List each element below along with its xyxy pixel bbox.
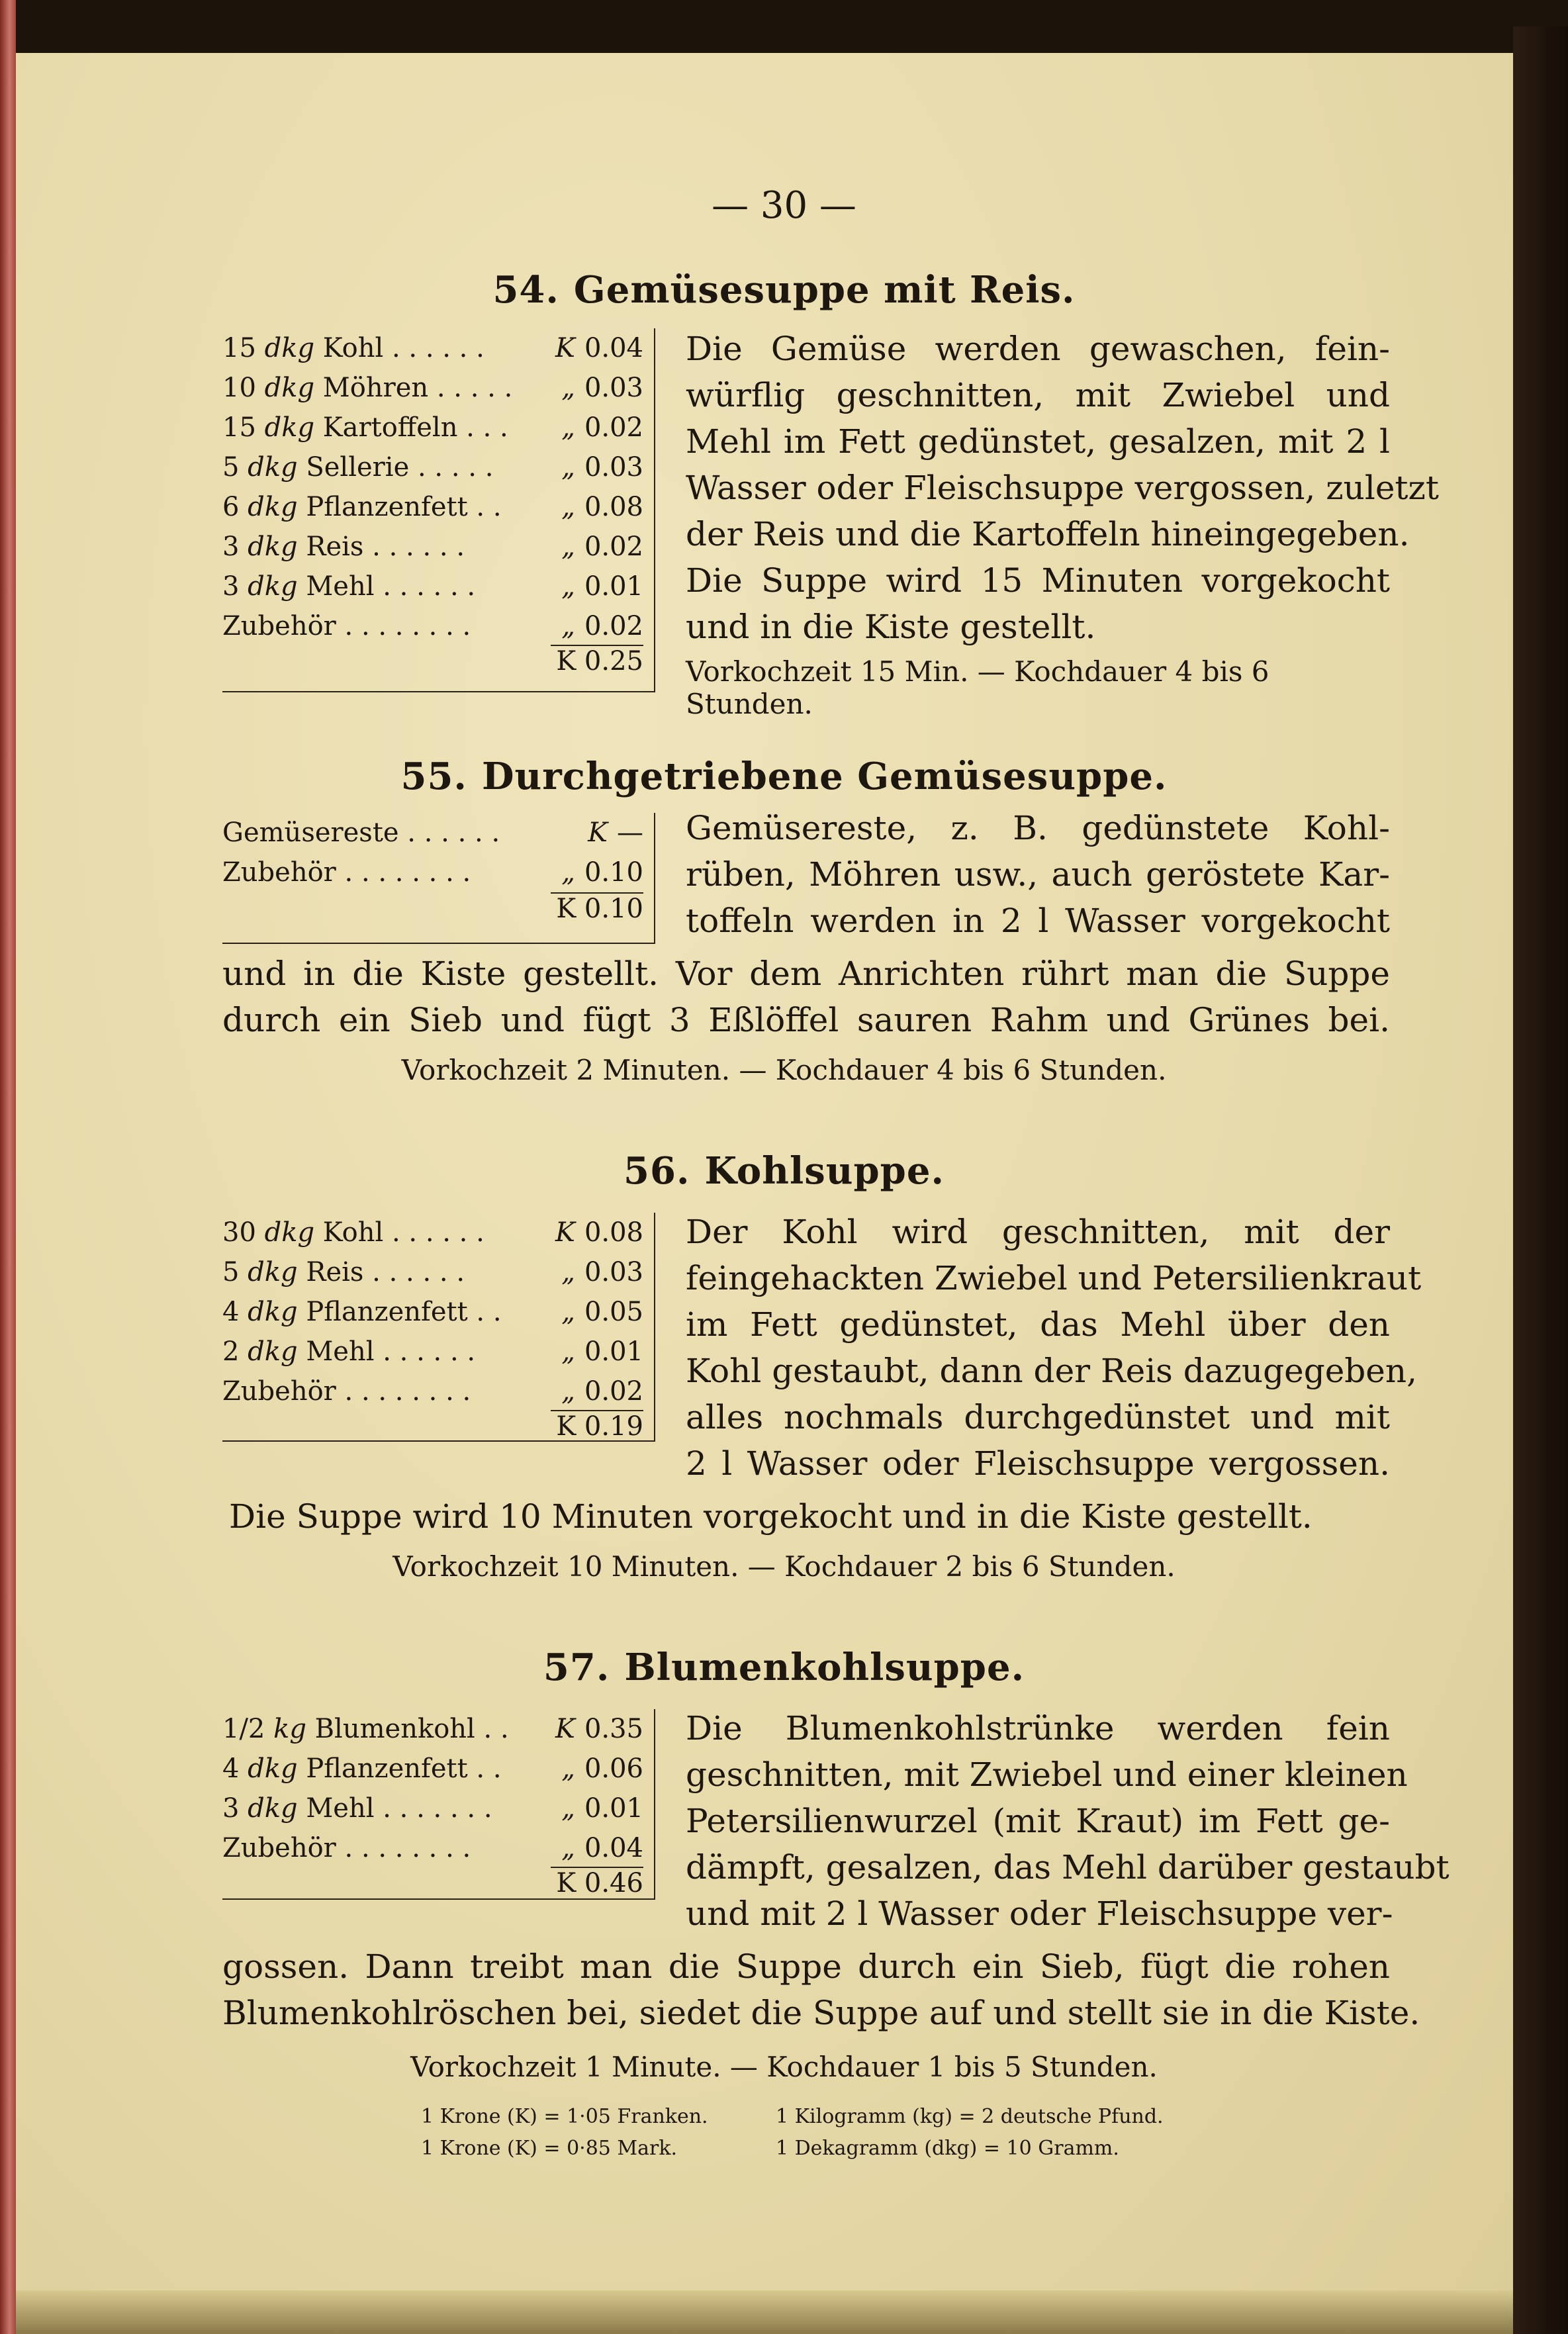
recipe-57-text-full: gossen. Dann treibt man die Suppe durch ein Sieb, fügt die rohen Blumenkohlröschen bei, siedet die Suppe auf und stellt sie in die Kiste. — [222, 1947, 1420, 2032]
ingredient-row: Zubehör . . . . . . . . „ 0.10 — [222, 857, 643, 888]
ingredient-row: 3 dkg Mehl . . . . . . „ 0.01 — [222, 571, 643, 602]
ingredient-row: 2 dkg Mehl . . . . . . „ 0.01 — [222, 1336, 643, 1367]
ingredient-table-57 — [222, 1709, 655, 1900]
recipe-54-times: Vorkochzeit 15 Min. — Kochdauer 4 bis 6 Stunden. — [686, 655, 1269, 720]
ingredient-table-54 — [222, 328, 655, 692]
recipe-55-text-full: und in die Kiste gestellt. Vor dem Anrichten rührt man die Suppe durch ein Sieb und fügt 3 Eßlöffel sauren Rahm und Grünes bei. — [222, 955, 1390, 1039]
recipe-54-title — [0, 268, 1568, 312]
ingredient-row: 5 dkg Sellerie . . . . . „ 0.03 — [222, 452, 643, 483]
recipe-57-text: Die Blumenkohlstrünke werden fein geschnitten, mit Zwiebel und einer kleinen Petersilienwurzel (mit Kraut) im Fett ge- dämpft, gesalzen, das Mehl darüber gestaubt und mit 2 l Wasser oder Fleischsuppe ver- — [686, 1709, 1450, 1933]
recipe-55-times: Vorkochzeit 2 Minuten. — Kochdauer 4 bis 6 Stunden. — [401, 1054, 1167, 1086]
page-number: — 30 — — [712, 184, 856, 227]
ingredient-row: 4 dkg Pflanzenfett . . „ 0.06 — [222, 1753, 643, 1784]
ingredient-row: 1/2 kg Blumenkohl . . K 0.35 — [222, 1714, 643, 1744]
recipe-57-title: 57. Blumenkohlsuppe. — [543, 1646, 1025, 1689]
recipe-56-text-full: Die Suppe wird 10 Minuten vorgekocht und in die Kiste gestellt. — [229, 1497, 1313, 1536]
footnote-krone-mark: 1 Krone (K) = 0·85 Mark. — [421, 2137, 678, 2160]
recipe-55-text: Gemüsereste, z. B. gedünstete Kohl- rüben, Möhren usw., auch geröstete Kar- toffeln werden in 2 l Wasser vorgekocht — [686, 809, 1390, 940]
ingredient-row: 6 dkg Pflanzenfett . . „ 0.08 — [222, 492, 643, 522]
recipe-55-title: 55. Durchgetriebene Gemüsesuppe. — [400, 755, 1168, 798]
recipe-56-times: Vorkochzeit 10 Minuten. — Kochdauer 2 bis 6 Stunden. — [392, 1550, 1176, 1583]
ingredient-row: Gemüsereste . . . . . . K — — [222, 817, 643, 848]
ingredient-row: 30 dkg Kohl . . . . . . K 0.08 — [222, 1217, 643, 1248]
ingredient-total: K 0.19 — [551, 1410, 643, 1442]
ingredient-row: 4 dkg Pflanzenfett . . „ 0.05 — [222, 1297, 643, 1327]
recipe-56-title: 56. Kohlsuppe. — [623, 1149, 945, 1193]
footnote-krone-franken: 1 Krone (K) = 1·05 Franken. — [421, 2105, 708, 2128]
recipe-54-text: Die Gemüse werden gewaschen, fein- würflig geschnitten, mit Zwiebel und Mehl im Fett gedünstet, gesalzen, mit 2 l Wasser oder Fleischsuppe vergossen, zuletzt der Reis und die Kartoffeln hineingegeben. Die Suppe wird 15 Minuten vorgekocht und in die Kiste gestellt. — [686, 330, 1439, 646]
ingredient-row: 15 dkg Kartoffeln . . . „ 0.02 — [222, 412, 643, 443]
ingredient-table-55 — [222, 813, 655, 944]
recipe-title-text: Gemüsesuppe mit Reis. — [573, 268, 1076, 312]
footnote-dekagramm: 1 Dekagramm (dkg) = 10 Gramm. — [776, 2137, 1119, 2160]
ingredient-row: Zubehör . . . . . . . . „ 0.04 — [222, 1833, 643, 1863]
recipe-number: 54. — [492, 268, 559, 312]
ingredient-row: Zubehör . . . . . . . . „ 0.02 — [222, 1376, 643, 1407]
ingredient-table-56 — [222, 1213, 655, 1442]
recipe-56-text: Der Kohl wird geschnitten, mit der feingehackten Zwiebel und Petersilienkraut im Fett gedünstet, das Mehl über den Kohl gestaubt, dann der Reis dazugegeben, alles nochmals durchgedünstet und mit 2 l Wasser oder Fleischsuppe vergossen. — [686, 1213, 1422, 1483]
ingredient-total: K 0.46 — [551, 1867, 643, 1898]
ingredient-row: 15 dkg Kohl . . . . . . K 0.04 — [222, 333, 643, 363]
ingredient-total: K 0.25 — [551, 645, 643, 677]
ingredient-row: 3 dkg Reis . . . . . . „ 0.02 — [222, 532, 643, 562]
ingredient-total: K 0.10 — [551, 892, 643, 924]
ingredient-row: 5 dkg Reis . . . . . . „ 0.03 — [222, 1257, 643, 1287]
page-bottom-edge — [16, 2290, 1513, 2334]
recipe-57-times: Vorkochzeit 1 Minute. — Kochdauer 1 bis 5 Stunden. — [410, 2051, 1158, 2083]
footnote-kilogramm: 1 Kilogramm (kg) = 2 deutsche Pfund. — [776, 2105, 1164, 2128]
ingredient-row: Zubehör . . . . . . . . „ 0.02 — [222, 611, 643, 641]
ingredient-row: 3 dkg Mehl . . . . . . . „ 0.01 — [222, 1793, 643, 1824]
ingredient-row: 10 dkg Möhren . . . . . „ 0.03 — [222, 373, 643, 403]
